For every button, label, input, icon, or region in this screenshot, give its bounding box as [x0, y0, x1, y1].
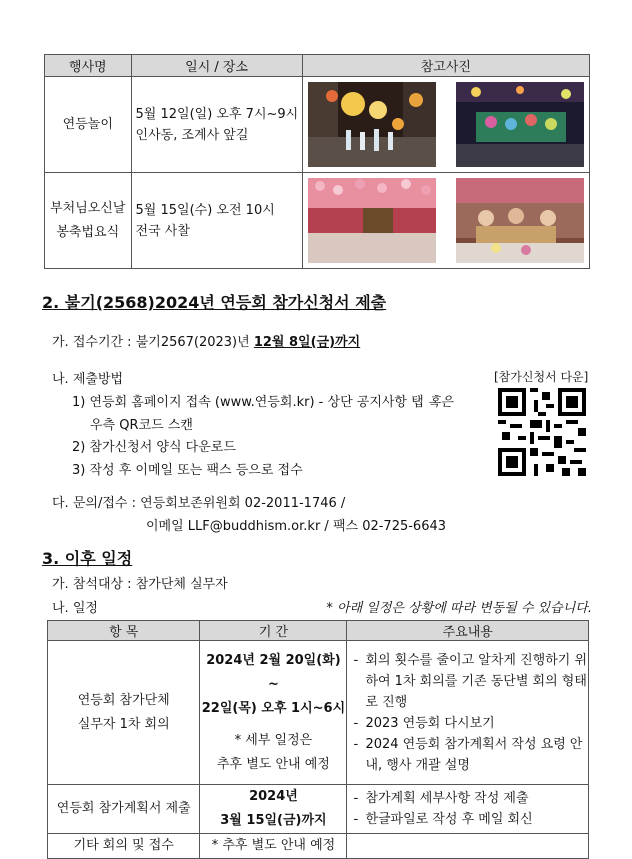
event-date: 5월 12일(일) 오후 7시~9시: [135, 106, 299, 122]
period-line2: 22일(목) 오후 1시~6시: [201, 700, 346, 716]
period-note-line2: 추후 별도 안내 예정: [217, 756, 330, 772]
street-dance-photo: [456, 82, 584, 167]
event-photos: [302, 77, 589, 173]
event-name-line2: 봉축법요식: [56, 224, 120, 240]
schedule-item-line2: 실무자 1차 회의: [77, 716, 170, 732]
lantern-parade-photo: [308, 82, 436, 167]
period-line2: 3월 15일(금)까지: [220, 813, 327, 828]
schedule-item: 기타 회의 및 접수: [48, 834, 200, 859]
header-content: 주요내용: [347, 621, 589, 641]
event-name: [45, 173, 132, 269]
event-date-place: [131, 77, 302, 173]
content-item: - 2024 연등회 참가계획서 작성 요령 안내, 행사 개괄 설명: [353, 736, 583, 773]
content-item: - 한글파일로 작성 후 메일 회신: [353, 812, 533, 827]
table-row: [48, 785, 589, 834]
table-row: [48, 834, 589, 859]
schedule-period: [200, 641, 347, 785]
step-2: 2) 참가신청서 양식 다운로드: [72, 440, 236, 455]
schedule-item: 연등회 참가계획서 제출: [48, 785, 200, 834]
event-name: 연등놀이: [45, 77, 132, 173]
qr-label: [참가신청서 다운]: [494, 370, 589, 384]
schedule-content: [347, 641, 589, 785]
schedule-period: [200, 785, 347, 834]
header-period: 기 간: [200, 621, 347, 641]
header-date-place: 일시 / 장소: [131, 55, 302, 77]
monks-ceremony-photo: [456, 178, 584, 263]
schedule-item: [48, 641, 200, 785]
event-name-line1: 부처님오신날: [50, 200, 126, 216]
temple-lanterns-photo: [308, 178, 436, 263]
qr-code[interactable]: [498, 388, 586, 476]
schedule-item-line1: 연등회 참가단체: [77, 692, 170, 708]
event-photos: [302, 173, 589, 269]
content-item: - 2023 연등회 다시보기: [353, 715, 495, 731]
table-row: [45, 77, 590, 173]
submission-deadline: 12월 8일(금)까지: [253, 335, 361, 350]
event-table-header: [45, 55, 590, 77]
submission-method-heading: 나. 제출방법: [52, 372, 124, 387]
table-row: [45, 173, 590, 269]
schedule-content: [347, 785, 589, 834]
step-3: 3) 작성 후 이메일 또는 팩스 등으로 접수: [72, 463, 303, 478]
schedule-content: [347, 834, 589, 859]
event-date: 5월 15일(수) 오전 10시: [135, 202, 275, 218]
event-date-place: [131, 173, 302, 269]
schedule-note: * 아래 일정은 상황에 따라 변동될 수 있습니다.: [326, 601, 592, 616]
period-note-line1: * 세부 일정은: [234, 732, 313, 748]
schedule-period: * 추후 별도 안내 예정: [200, 834, 347, 859]
table-row: [48, 641, 589, 785]
contact-line-2: 이메일 LLF@buddhism.or.kr / 팩스 02-725-6643: [146, 519, 447, 534]
schedule-heading: 나. 일정: [52, 601, 98, 616]
schedule-table: [47, 620, 589, 859]
period-line1: 2024년: [249, 789, 298, 804]
content-item: - 회의 횟수를 줄이고 알차게 진행하기 위하여 1차 회의를 기존 동단별 회의 형태로 진행: [353, 652, 588, 710]
header-photos: 참고사진: [302, 55, 589, 77]
contact-line-1: 다. 문의/접수 : 연등회보존위원회 02-2011-1746 /: [52, 496, 346, 511]
attendees: 가. 참석대상 : 참가단체 실무자: [52, 577, 228, 592]
header-event-name: 행사명: [45, 55, 132, 77]
submission-period: 가. 접수기간 : 불기2567(2023)년 12월 8일(금)까지: [52, 335, 361, 350]
event-place: 인사동, 조계사 앞길: [135, 127, 249, 143]
event-place: 전국 사찰: [135, 223, 190, 239]
schedule-table-header: [48, 621, 589, 641]
content-item: - 참가계획 세부사항 작성 제출: [353, 791, 529, 806]
period-line1: 2024년 2월 20일(화) ~: [206, 652, 341, 692]
step-1: 1) 연등회 홈페이지 접속 (www.연등회.kr) - 상단 공지사항 탭 혹은: [72, 395, 453, 410]
section2-title: 2. 불기(2568)2024년 연등회 참가신청서 제출: [42, 293, 387, 312]
event-table: [44, 54, 590, 269]
section3-title: 3. 이후 일정: [42, 549, 133, 568]
header-item: 항 목: [48, 621, 200, 641]
step-1-continued: 우측 QR코드 스캔: [90, 418, 193, 433]
